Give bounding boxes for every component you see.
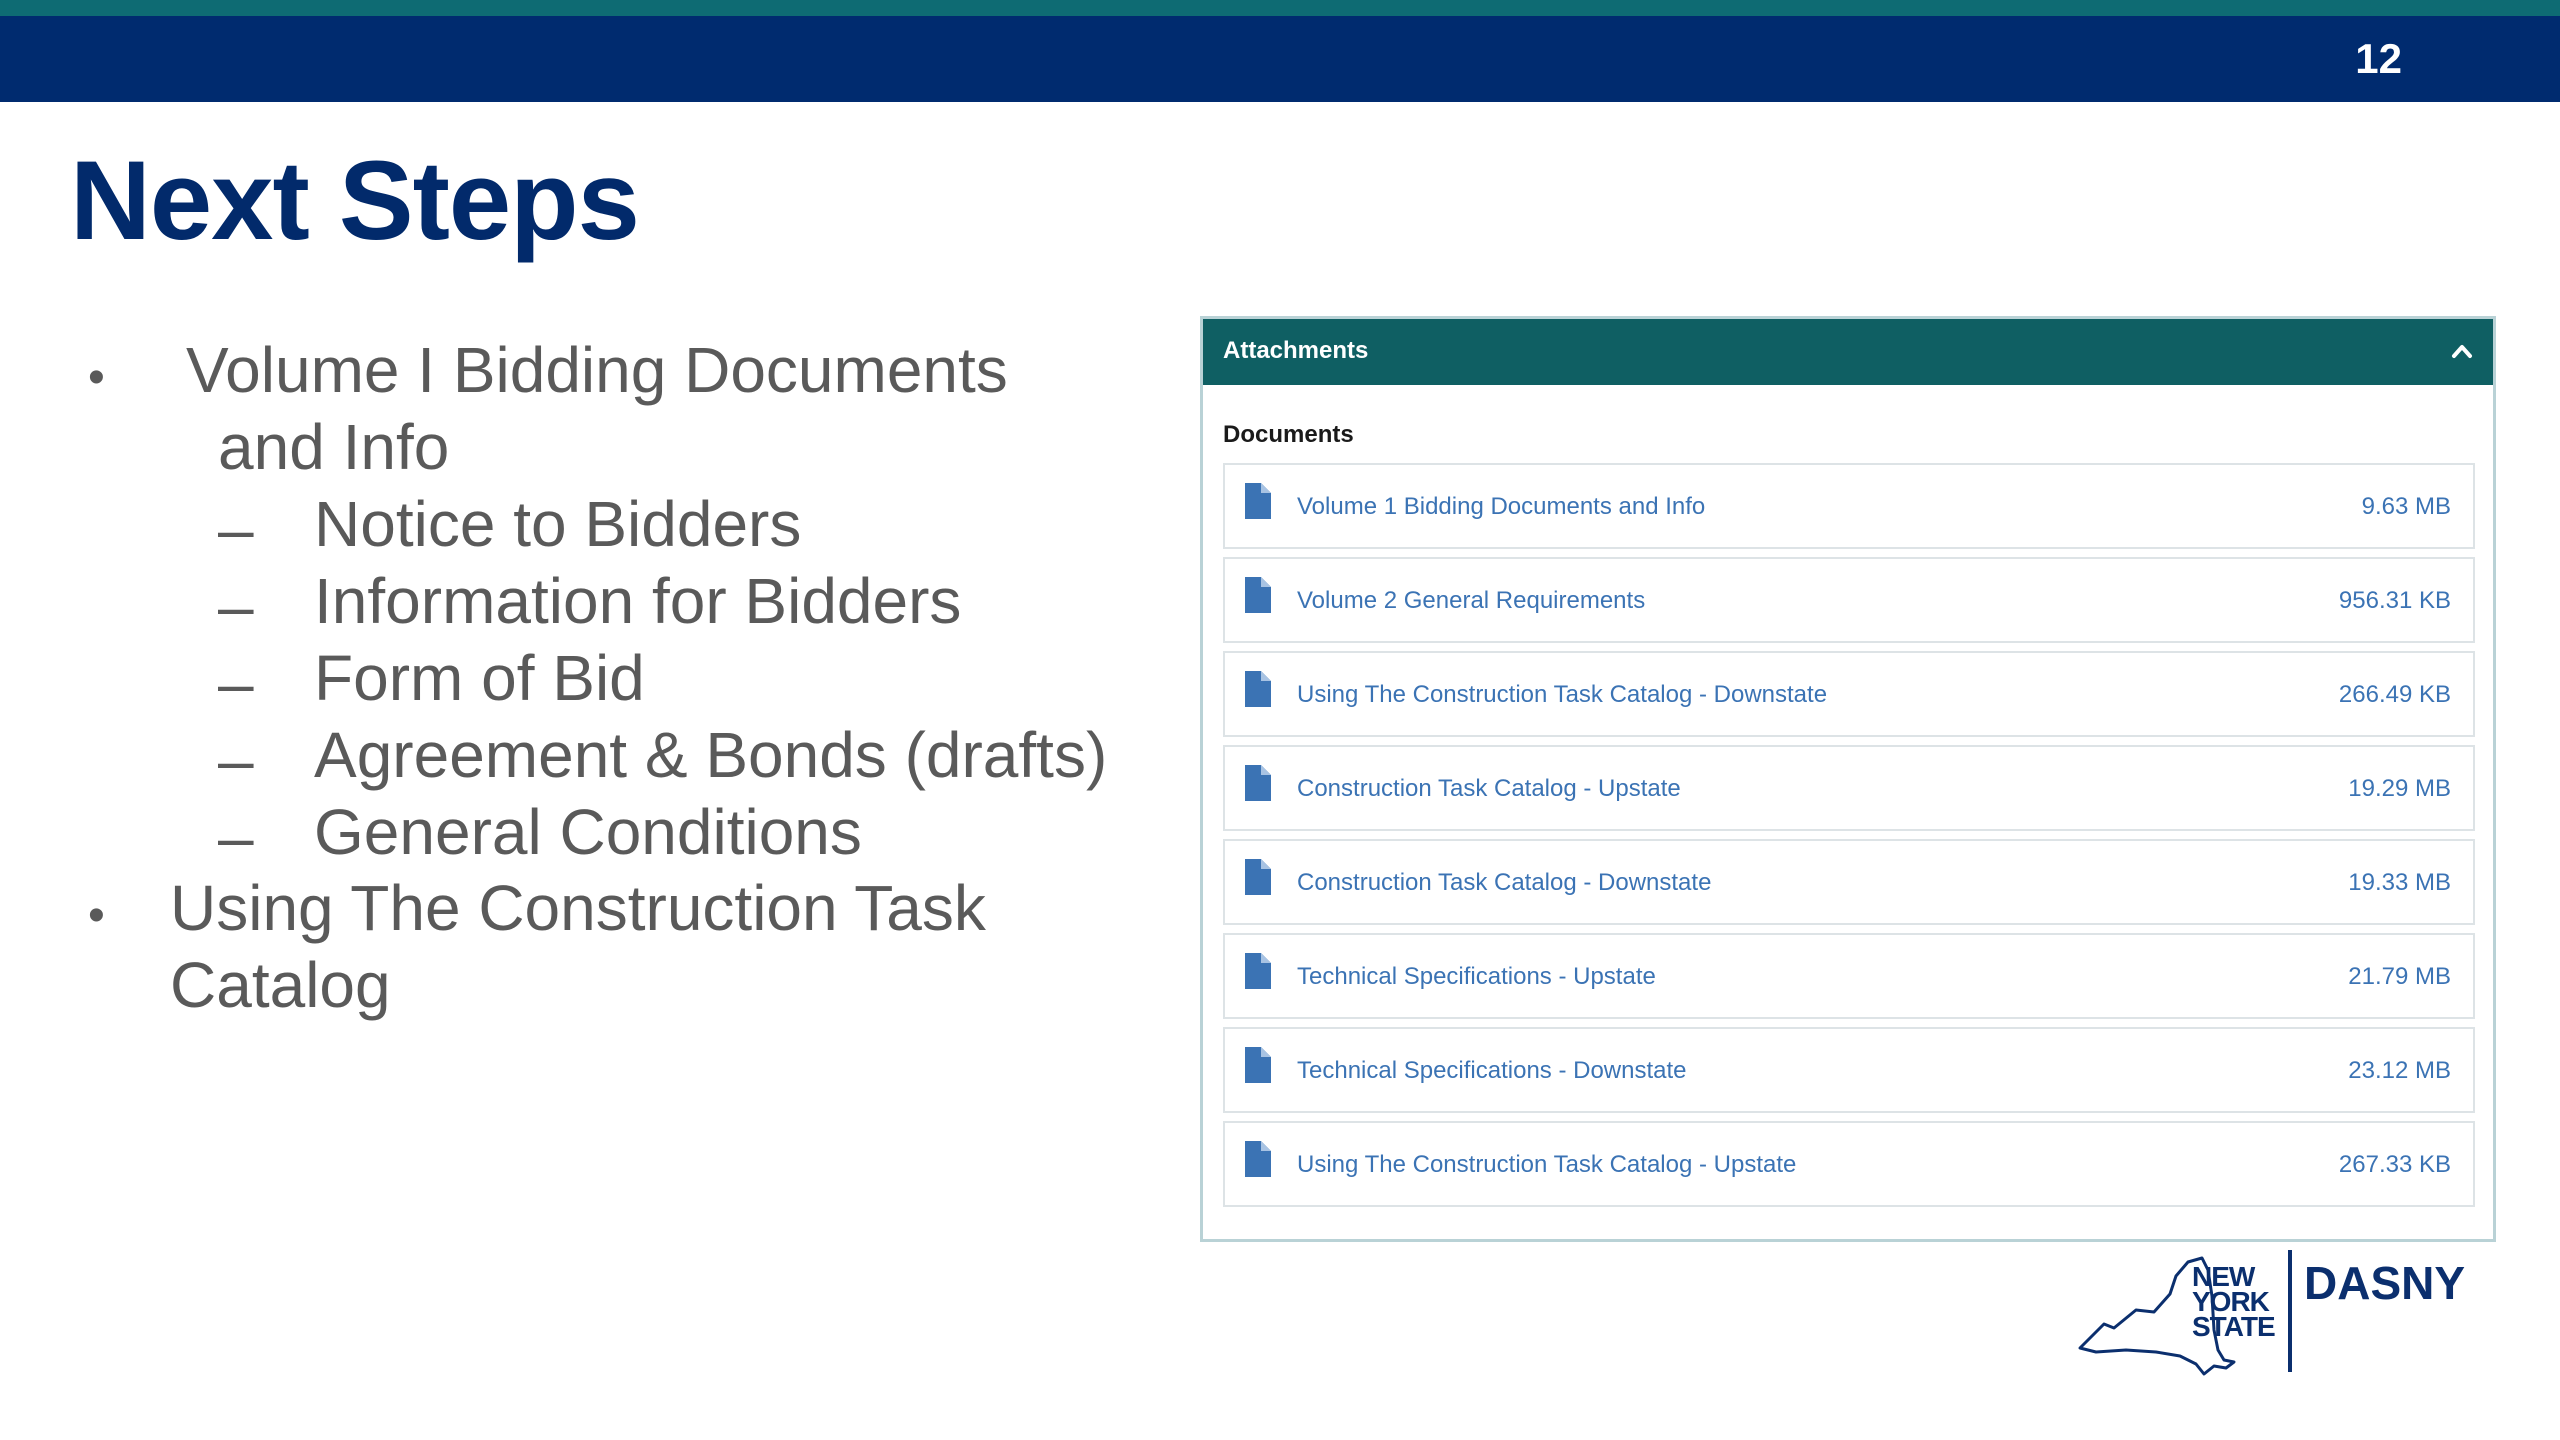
sub-bullet-dash: –	[218, 801, 254, 873]
document-row[interactable]	[1223, 1027, 2475, 1113]
file-icon	[1243, 857, 1273, 897]
dasny-wordmark: DASNY	[2304, 1257, 2466, 1309]
file-icon	[1243, 481, 1273, 521]
document-size: 23.12 MB	[2348, 1057, 2451, 1084]
file-icon	[1243, 1139, 1273, 1179]
document-size: 9.63 MB	[2361, 493, 2451, 520]
document-row[interactable]	[1223, 651, 2475, 737]
document-size: 956.31 KB	[2338, 587, 2451, 614]
file-icon	[1243, 1045, 1273, 1085]
sub-bullet-dash: –	[218, 724, 254, 796]
logo-line-state: STATE	[2192, 1311, 2275, 1342]
sub-item-agreement-bonds: Agreement & Bonds (drafts)	[314, 719, 1108, 791]
document-link[interactable]: Technical Specifications - Upstate	[1297, 963, 1656, 990]
document-link[interactable]: Volume 1 Bidding Documents and Info	[1297, 493, 1706, 520]
sub-bullet-dash: –	[218, 493, 254, 565]
bullet-marker: •	[88, 351, 105, 404]
document-size: 19.29 MB	[2348, 775, 2451, 802]
dasny-logo	[2076, 1246, 2476, 1376]
document-size: 266.49 KB	[2338, 681, 2451, 708]
bullet-list	[0, 0, 1160, 1100]
logo-divider	[2288, 1250, 2292, 1372]
logo-line-york: YORK	[2192, 1286, 2269, 1317]
document-row[interactable]	[1223, 1121, 2475, 1207]
sub-item-information-for-bidders: Information for Bidders	[314, 565, 962, 637]
logo-line-new: NEW	[2192, 1261, 2255, 1292]
bullet-item-task-catalog: Using The Construction Task	[170, 872, 986, 944]
document-link[interactable]: Using The Construction Task Catalog - Upstate	[1297, 1151, 1797, 1178]
sub-item-general-conditions: General Conditions	[314, 796, 862, 868]
sub-item-notice-to-bidders: Notice to Bidders	[314, 488, 802, 560]
file-icon	[1243, 669, 1273, 709]
attachments-panel	[1200, 316, 2496, 1242]
documents-heading: Documents	[1223, 421, 1354, 448]
file-icon	[1243, 951, 1273, 991]
bullet-marker: •	[88, 889, 105, 942]
document-link[interactable]: Using The Construction Task Catalog - Downstate	[1297, 681, 1828, 708]
slide-title: Next Steps	[70, 138, 639, 263]
slide-number: 12	[2355, 35, 2402, 82]
document-row[interactable]	[1223, 463, 2475, 549]
attachments-title: Attachments	[1223, 337, 1369, 364]
sub-bullet-dash: –	[218, 570, 254, 642]
bullet-item-task-catalog-continued: Catalog	[170, 949, 391, 1021]
document-row[interactable]	[1223, 839, 2475, 925]
document-row[interactable]	[1223, 933, 2475, 1019]
sub-item-form-of-bid: Form of Bid	[314, 642, 645, 714]
document-row[interactable]	[1223, 745, 2475, 831]
file-icon	[1243, 763, 1273, 803]
document-link[interactable]: Construction Task Catalog - Upstate	[1297, 775, 1681, 802]
bullet-item-volume-1-continued: and Info	[218, 411, 450, 483]
document-size: 19.33 MB	[2348, 869, 2451, 896]
sub-bullet-dash: –	[218, 647, 254, 719]
document-row[interactable]	[1223, 557, 2475, 643]
document-size: 267.33 KB	[2338, 1151, 2451, 1178]
new-york-state-wordmark	[2192, 1261, 2275, 1342]
document-link[interactable]: Construction Task Catalog - Downstate	[1297, 869, 1712, 896]
chevron-up-icon[interactable]	[2451, 343, 2473, 359]
attachments-panel-header[interactable]	[1203, 319, 2493, 385]
document-size: 21.79 MB	[2348, 963, 2451, 990]
bullet-item-volume-1: Volume I Bidding Documents	[186, 334, 1008, 406]
file-icon	[1243, 575, 1273, 615]
document-link[interactable]: Volume 2 General Requirements	[1297, 587, 1646, 614]
document-link[interactable]: Technical Specifications - Downstate	[1297, 1057, 1687, 1084]
